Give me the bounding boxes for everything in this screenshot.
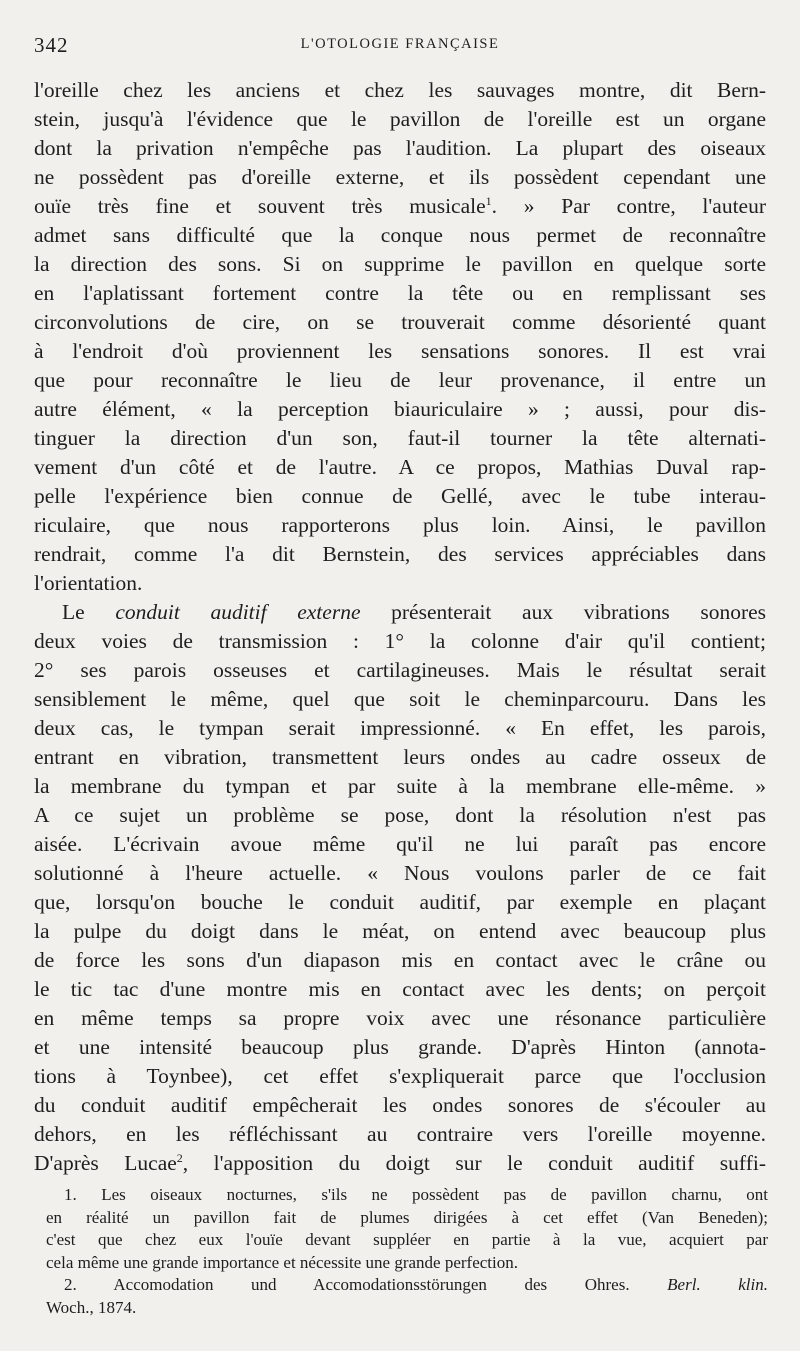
text-segment: Le — [62, 600, 85, 624]
text-segment: ouïe très fine et souvent très musicale — [34, 194, 486, 218]
footnote-line: 1. Les oiseaux nocturnes, s'ils ne possèdent pas de pavillon charnu, ont — [64, 1185, 768, 1204]
footnote-line — [46, 1274, 768, 1297]
text-line: 2° ses parois osseuses et cartilagineuses. Mais le résultat serait — [34, 658, 766, 682]
footnote-ref: 1 — [485, 193, 492, 208]
text-line: rendrait, comme l'a dit Bernstein, des services appréciables dans — [34, 542, 766, 566]
text-line: de force les sons d'un diapason mis en contact avec le crâne ou — [34, 948, 766, 972]
text-segment: présenterait aux vibrations sonores — [391, 600, 767, 624]
text-line: deux cas, le tympan serait impressionné. « En effet, les parois, — [34, 716, 766, 740]
text-line: dehors, en les réfléchissant au contraire vers l'oreille moyenne. — [34, 1122, 766, 1146]
text-line: solutionné à l'heure actuelle. « Nous voulons parler de ce fait — [34, 861, 766, 885]
text-line: riculaire, que nous rapporterons plus loin. Ainsi, le pavillon — [34, 513, 766, 537]
text-line: ne possèdent pas d'oreille externe, et ils possèdent cependant une — [34, 165, 766, 189]
text-line: à l'endroit d'où proviennent les sensations sonores. Il est vrai — [34, 339, 766, 363]
text-line: du conduit auditif empêcherait les ondes sonores de s'écouler au — [34, 1093, 766, 1117]
text-line — [34, 1149, 766, 1178]
text-line: la pulpe du doigt dans le méat, on entend avec beaucoup plus — [34, 919, 766, 943]
running-title: L'OTOLOGIE FRANÇAISE — [300, 36, 500, 52]
text-line: sensiblement le même, quel que soit le cheminparcouru. Dans les — [34, 687, 766, 711]
emphasis-term: conduit auditif externe — [115, 600, 361, 624]
text-line: en l'aplatissant fortement contre la tête ou en remplissant ses — [34, 281, 766, 305]
text-line: le tic tac d'une montre mis en contact avec les dents; on perçoit — [34, 977, 766, 1001]
text-line: l'oreille chez les anciens et chez les sauvages montre, dit Bern- — [34, 78, 766, 102]
text-line: circonvolutions de cire, on se trouverait comme désorienté quant — [34, 310, 766, 334]
text-line — [34, 598, 766, 627]
text-line: admet sans difficulté que la conque nous permet de reconnaître — [34, 223, 766, 247]
text-segment: 2. Accomodation und Accomodationsstörungen des Ohres. — [64, 1275, 630, 1294]
text-line — [34, 192, 766, 221]
page-number: 342 — [34, 33, 69, 57]
text-segment: , l'apposition du doigt sur le conduit auditif suffi- — [182, 1151, 766, 1175]
text-line: vement d'un côté et de l'autre. A ce propos, Mathias Duval rap- — [34, 455, 766, 479]
text-line: en même temps sa propre voix avec une résonance particulière — [34, 1006, 766, 1030]
page-header — [34, 33, 766, 59]
text-line: et une intensité beaucoup plus grande. D'après Hinton (annota- — [34, 1035, 766, 1059]
text-line: A ce sujet un problème se pose, dont la résolution n'est pas — [34, 803, 766, 827]
footnote-line: cela même une grande importance et nécessite une grande perfection. — [46, 1252, 518, 1272]
body-text — [34, 76, 766, 1178]
text-line: que, lorsqu'on bouche le conduit auditif, par exemple en plaçant — [34, 890, 766, 914]
text-line: pelle l'expérience bien connue de Gellé, avec le tube interau- — [34, 484, 766, 508]
footnote-ref: 2 — [176, 1150, 183, 1165]
text-line: dont la privation n'empêche pas l'audition. La plupart des oiseaux — [34, 136, 766, 160]
text-line: autre élément, « la perception biauriculaire » ; aussi, pour dis- — [34, 397, 766, 421]
text-line: tinguer la direction d'un son, faut-il tourner la tête alternati- — [34, 426, 766, 450]
footnotes — [46, 1184, 768, 1319]
text-line: stein, jusqu'à l'évidence que le pavillon de l'oreille est un organe — [34, 107, 766, 131]
text-line: deux voies de transmission : 1° la colonne d'air qu'il contient; — [34, 629, 766, 653]
text-segment: D'après Lucae — [34, 1151, 177, 1175]
text-segment: . » Par contre, l'auteur — [491, 194, 766, 218]
text-line: tions à Toynbee), cet effet s'expliquerait parce que l'occlusion — [34, 1064, 766, 1088]
text-line: aisée. L'écrivain avoue même qu'il ne lui paraît pas encore — [34, 832, 766, 856]
text-line: la direction des sons. Si on supprime le pavillon en quelque sorte — [34, 252, 766, 276]
footnote-line: en réalité un pavillon fait de plumes dirigées à cet effet (Van Beneden); — [46, 1207, 768, 1227]
footnote-line: Woch., 1874. — [46, 1297, 137, 1317]
text-line: que pour reconnaître le lieu de leur provenance, il entre un — [34, 368, 766, 392]
footnote-line: c'est que chez eux l'ouïe devant suppléer en partie à la vue, acquiert par — [46, 1230, 768, 1249]
text-line: la membrane du tympan et par suite à la membrane elle-même. » — [34, 774, 766, 798]
text-line: l'orientation. — [34, 571, 143, 595]
text-line: entrant en vibration, transmettent leurs ondes au cadre osseux de — [34, 745, 766, 769]
emphasis-term: Berl. klin. — [667, 1275, 769, 1294]
